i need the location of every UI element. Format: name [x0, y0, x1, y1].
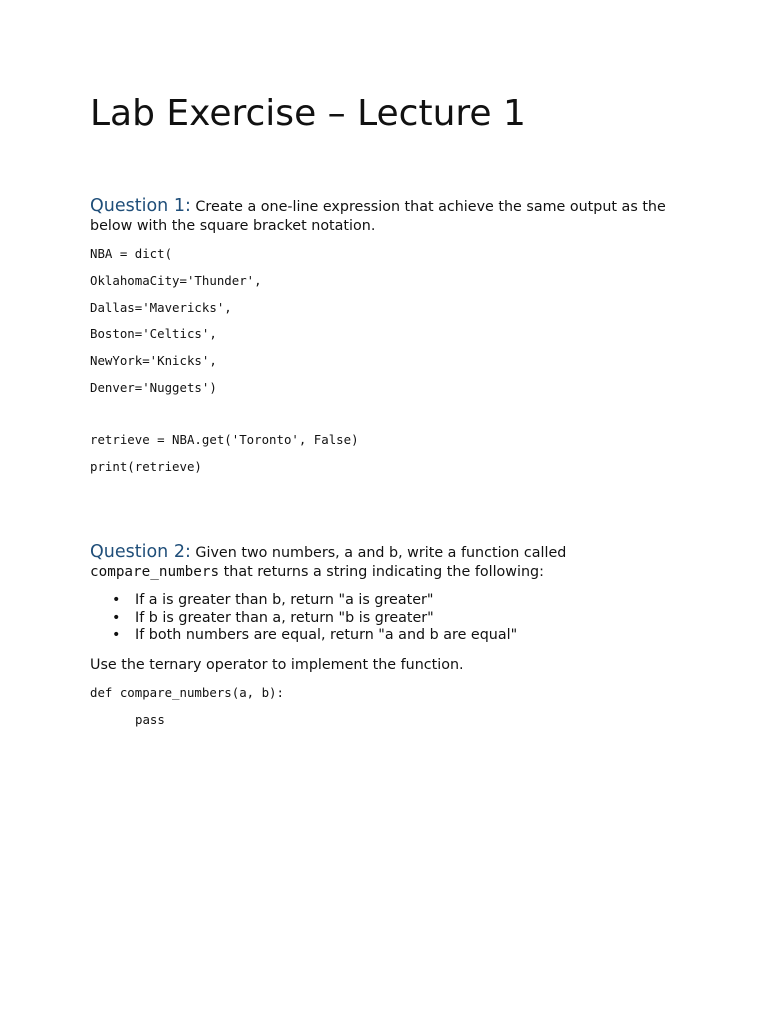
q1-code-line: OklahomaCity='Thunder', — [90, 273, 262, 288]
q1-code-line: NBA = dict( — [90, 246, 173, 261]
bullet-icon: • — [112, 627, 121, 644]
q1-code-line: retrieve = NBA.get('Toronto', False) — [90, 432, 359, 447]
bullet-icon: • — [112, 592, 121, 608]
question-1 — [90, 197, 680, 236]
list-item — [90, 610, 690, 628]
question-2 — [90, 543, 680, 582]
question-1-prompt-line2: below with the square bracket notation. — [90, 218, 376, 234]
q1-code-line: print(retrieve) — [90, 459, 202, 474]
question-1-label: Question 1 — [90, 196, 185, 216]
page-title: Lab Exercise – Lecture 1 — [90, 93, 526, 134]
function-name-code: compare_numbers — [90, 564, 220, 580]
q1-code-line: Boston='Celtics', — [90, 326, 217, 341]
question-1-prompt-line1: Create a one-line expression that achieve the same output as the — [190, 199, 666, 215]
question-2-prompt — [90, 543, 680, 563]
question-2-prompt-line1: Given two numbers, a and b, write a function called — [190, 545, 567, 561]
question-2-colon: : — [184, 542, 191, 562]
requirements-list — [90, 592, 690, 645]
question-1-prompt — [90, 197, 680, 217]
list-item-text: If both numbers are equal, return "a and b are equal" — [135, 627, 518, 644]
instruction-text: Use the ternary operator to implement the function. — [90, 657, 464, 673]
list-item — [90, 627, 690, 645]
list-item — [90, 592, 690, 610]
list-item-text: If b is greater than a, return "b is greater" — [135, 609, 434, 626]
list-item-text: If a is greater than b, return "a is greater" — [135, 592, 434, 608]
question-2-prompt-line2 — [90, 563, 680, 582]
bullet-icon: • — [112, 609, 121, 626]
question-2-prompt-rest: that returns a string indicating the following: — [219, 564, 544, 580]
q1-code-line: Dallas='Mavericks', — [90, 300, 232, 315]
q1-code-line: Denver='Nuggets') — [90, 380, 217, 395]
q2-code-line: pass — [135, 712, 165, 727]
question-2-label: Question 2 — [90, 542, 185, 562]
q2-code-line: def compare_numbers(a, b): — [90, 685, 284, 700]
q1-code-line: NewYork='Knicks', — [90, 353, 217, 368]
question-1-colon: : — [184, 196, 191, 216]
